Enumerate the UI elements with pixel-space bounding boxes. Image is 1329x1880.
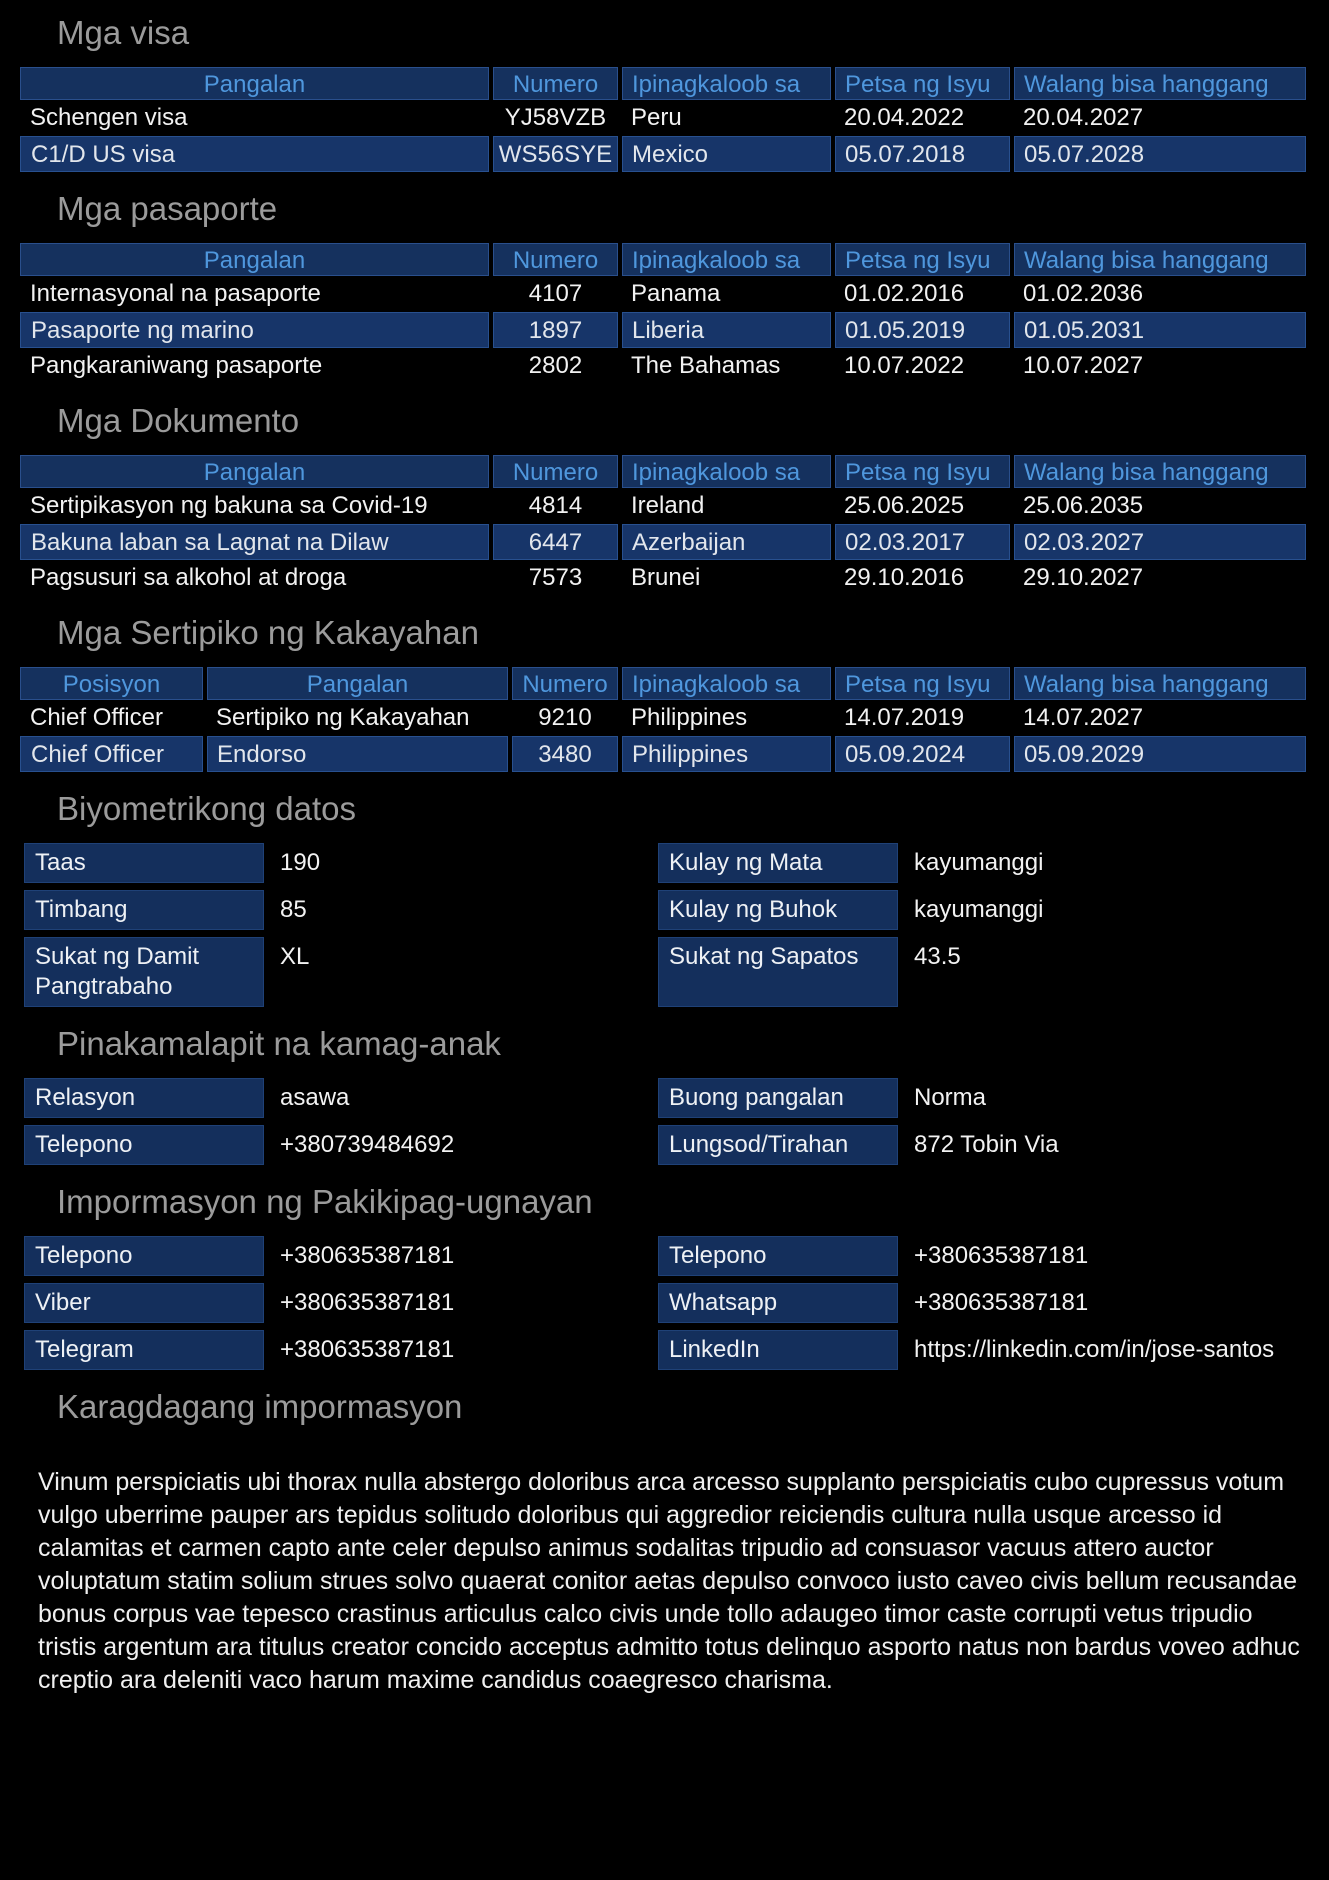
cell-valid-until: 20.04.2027	[1023, 103, 1144, 131]
field-telepono-label: Telepono	[24, 1236, 264, 1276]
cell-issued-in: Peru	[631, 103, 682, 131]
next-of-kin-section-title: Pinakamalapit na kamag-anak	[57, 1024, 501, 1062]
cell-number: 7573	[528, 563, 583, 591]
cell-valid-until: 01.02.2036	[1023, 279, 1144, 307]
cell-valid-until: 05.07.2028	[1014, 136, 1306, 172]
col-header-petsa-ng-isyu: Petsa ng Isyu	[835, 243, 1010, 276]
cell-issue-date: 01.05.2019	[835, 312, 1010, 348]
cell-valid-until: 25.06.2035	[1023, 491, 1144, 519]
cell-number: 1897	[493, 312, 618, 348]
cell-name: Endorso	[207, 736, 508, 772]
cell-number: 9210	[538, 703, 592, 731]
cell-name: Bakuna laban sa Lagnat na Dilaw	[20, 524, 489, 560]
field-kulay-ng-buhok-value: kayumanggi	[914, 895, 1044, 923]
documents-table	[20, 455, 1306, 596]
cell-name: Pangkaraniwang pasaporte	[30, 351, 323, 379]
certificates-table	[20, 667, 1306, 772]
col-header-walang-bisa-hanggang: Walang bisa hanggang	[1014, 667, 1306, 700]
col-header-pangalan: Pangalan	[207, 667, 508, 700]
cell-issued-in: Brunei	[631, 563, 701, 591]
cell-position: Chief Officer	[20, 736, 203, 772]
cell-issued-in: Mexico	[622, 136, 831, 172]
col-header-petsa-ng-isyu: Petsa ng Isyu	[835, 67, 1010, 100]
col-header-walang-bisa-hanggang: Walang bisa hanggang	[1014, 243, 1306, 276]
col-header-pangalan: Pangalan	[20, 67, 489, 100]
additional-info-text: Vinum perspiciatis ubi thorax nulla abstergo doloribus arca arcesso supplanto perspiciatis cubo cupressus votum vulgo uberrime pauper ars tepidus solitudo doloribus qui aggredior reiciendis cultura nulla usque arcesso id calamitas et carmen capto ante celer depulso animus sodalitas tripudio ad consuasor vacuus attero auctor voluptatum statim solium strues solvo quaerat conitor aetas depulso convoco iusto caveo civis bellum recusandae bonus corpus vae tepesco crastinus articulus calco civis unde tollo adaugeo timor caste corrupti vetus tripudio tristis argentum ara titulus creator concido acceptus admitto totus delinquo asporto natus non bardus voveo adhuc creptio ara deleniti vaco harum maxime candidus coaegresco charisma.	[38, 1467, 1300, 1694]
field-sukat-ng-sapatos-label: Sukat ng Sapatos	[658, 937, 898, 1007]
cell-number: YJ58VZB	[504, 103, 607, 131]
field-sukat-ng-sapatos-value: 43.5	[914, 942, 961, 970]
biometrics-section-title: Biyometrikong datos	[57, 789, 356, 827]
col-header-ipinagkaloob-sa: Ipinagkaloob sa	[622, 455, 831, 488]
visa-row	[20, 100, 1306, 136]
field-kulay-ng-buhok-label: Kulay ng Buhok	[658, 890, 898, 930]
col-header-ipinagkaloob-sa: Ipinagkaloob sa	[622, 67, 831, 100]
cell-issued-in: Panama	[631, 279, 721, 307]
passport-row	[20, 348, 1306, 384]
cell-issue-date: 29.10.2016	[844, 563, 965, 591]
biometrics-fields	[24, 843, 1306, 1007]
field-whatsapp-value: +380635387181	[914, 1288, 1089, 1316]
field-sukat-ng-damit-label: Sukat ng Damit Pangtrabaho	[24, 937, 264, 1007]
cell-name: Internasyonal na pasaporte	[30, 279, 321, 307]
cell-number: 4107	[528, 279, 583, 307]
field-relasyon-value: asawa	[280, 1083, 350, 1111]
col-header-numero: Numero	[493, 243, 618, 276]
cell-valid-until: 05.09.2029	[1014, 736, 1306, 772]
cell-issued-in: Liberia	[622, 312, 831, 348]
cell-issued-in: Philippines	[631, 703, 748, 731]
field-whatsapp-label: Whatsapp	[658, 1283, 898, 1323]
field-telegram-value: +380635387181	[280, 1335, 455, 1363]
field-telegram-label: Telegram	[24, 1330, 264, 1370]
field-buong-pangalan-value: Norma	[914, 1083, 987, 1111]
passports-header-row	[20, 243, 1306, 276]
col-header-numero: Numero	[493, 67, 618, 100]
visas-header-row	[20, 67, 1306, 100]
field-telepono-2-value: +380635387181	[914, 1241, 1089, 1269]
col-header-petsa-ng-isyu: Petsa ng Isyu	[835, 455, 1010, 488]
visas-section-title: Mga visa	[57, 14, 190, 51]
certificates-section-title: Mga Sertipiko ng Kakayahan	[57, 613, 479, 651]
cell-issue-date: 10.07.2022	[844, 351, 965, 379]
field-telepono-label: Telepono	[24, 1125, 264, 1165]
cell-valid-until: 02.03.2027	[1014, 524, 1306, 560]
documents-section-title: Mga Dokumento	[57, 401, 300, 439]
certificate-row	[20, 700, 1306, 736]
cell-valid-until: 14.07.2027	[1023, 703, 1144, 731]
cell-valid-until: 01.05.2031	[1014, 312, 1306, 348]
cell-issue-date: 05.07.2018	[835, 136, 1010, 172]
cell-name: Schengen visa	[30, 103, 188, 131]
cell-valid-until: 29.10.2027	[1023, 563, 1144, 591]
cell-issue-date: 02.03.2017	[835, 524, 1010, 560]
field-taas-label: Taas	[24, 843, 264, 883]
cell-name: Pagsusuri sa alkohol at droga	[30, 563, 347, 591]
cell-issue-date: 01.02.2016	[844, 279, 965, 307]
cell-number: WS56SYE	[493, 136, 618, 172]
cell-name: Sertipikasyon ng bakuna sa Covid-19	[30, 491, 428, 519]
visas-table	[20, 67, 1306, 172]
cell-issued-in: Ireland	[631, 491, 705, 519]
field-viber-label: Viber	[24, 1283, 264, 1323]
cell-number: 6447	[493, 524, 618, 560]
col-header-pangalan: Pangalan	[20, 455, 489, 488]
contact-info-section-title: Impormasyon ng Pakikipag-ugnayan	[57, 1182, 593, 1220]
document-row	[20, 488, 1306, 524]
field-lungsod-tirahan-label: Lungsod/Tirahan	[658, 1125, 898, 1165]
visa-row	[20, 136, 1306, 172]
field-timbang-label: Timbang	[24, 890, 264, 930]
col-header-walang-bisa-hanggang: Walang bisa hanggang	[1014, 455, 1306, 488]
contact-info-fields	[24, 1236, 1306, 1370]
cell-name: C1/D US visa	[20, 136, 489, 172]
next-of-kin-fields	[24, 1078, 1306, 1165]
cell-issue-date: 05.09.2024	[835, 736, 1010, 772]
cell-issued-in: Azerbaijan	[622, 524, 831, 560]
col-header-numero: Numero	[512, 667, 618, 700]
cell-issued-in: Philippines	[622, 736, 831, 772]
field-telepono-value: +380739484692	[280, 1130, 455, 1158]
document-row	[20, 524, 1306, 560]
cell-issue-date: 20.04.2022	[844, 103, 965, 131]
cell-issued-in: The Bahamas	[631, 351, 781, 379]
passports-section-title: Mga pasaporte	[57, 189, 278, 227]
passport-row	[20, 312, 1306, 348]
field-relasyon-label: Relasyon	[24, 1078, 264, 1118]
field-viber-value: +380635387181	[280, 1288, 455, 1316]
col-header-pangalan: Pangalan	[20, 243, 489, 276]
cell-name: Sertipiko ng Kakayahan	[216, 703, 470, 731]
col-header-ipinagkaloob-sa: Ipinagkaloob sa	[622, 667, 831, 700]
cell-number: 2802	[528, 351, 583, 379]
field-linkedin-label: LinkedIn	[658, 1330, 898, 1370]
documents-header-row	[20, 455, 1306, 488]
field-telepono-2-label: Telepono	[658, 1236, 898, 1276]
passports-table	[20, 243, 1306, 384]
cell-issue-date: 25.06.2025	[844, 491, 965, 519]
cell-position: Chief Officer	[30, 703, 163, 731]
field-buong-pangalan-label: Buong pangalan	[658, 1078, 898, 1118]
cell-valid-until: 10.07.2027	[1023, 351, 1144, 379]
cell-issue-date: 14.07.2019	[844, 703, 965, 731]
field-timbang-value: 85	[280, 895, 307, 923]
field-lungsod-tirahan-value: 872 Tobin Via	[914, 1130, 1059, 1158]
field-telepono-value: +380635387181	[280, 1241, 455, 1269]
certificates-header-row	[20, 667, 1306, 700]
col-header-walang-bisa-hanggang: Walang bisa hanggang	[1014, 67, 1306, 100]
col-header-posisyon: Posisyon	[20, 667, 203, 700]
field-sukat-ng-damit-value: XL	[280, 942, 310, 970]
certificate-row	[20, 736, 1306, 772]
field-kulay-ng-mata-label: Kulay ng Mata	[658, 843, 898, 883]
field-kulay-ng-mata-value: kayumanggi	[914, 848, 1044, 876]
col-header-petsa-ng-isyu: Petsa ng Isyu	[835, 667, 1010, 700]
passport-row	[20, 276, 1306, 312]
cell-number: 3480	[512, 736, 618, 772]
document-row	[20, 560, 1306, 596]
field-taas-value: 190	[280, 848, 321, 876]
cell-name: Pasaporte ng marino	[20, 312, 489, 348]
cell-number: 4814	[528, 491, 583, 519]
col-header-ipinagkaloob-sa: Ipinagkaloob sa	[622, 243, 831, 276]
additional-info-section-title: Karagdagang impormasyon	[57, 1387, 463, 1425]
field-linkedin-value[interactable]: https://linkedin.com/in/jose-santos	[914, 1335, 1275, 1363]
col-header-numero: Numero	[493, 455, 618, 488]
